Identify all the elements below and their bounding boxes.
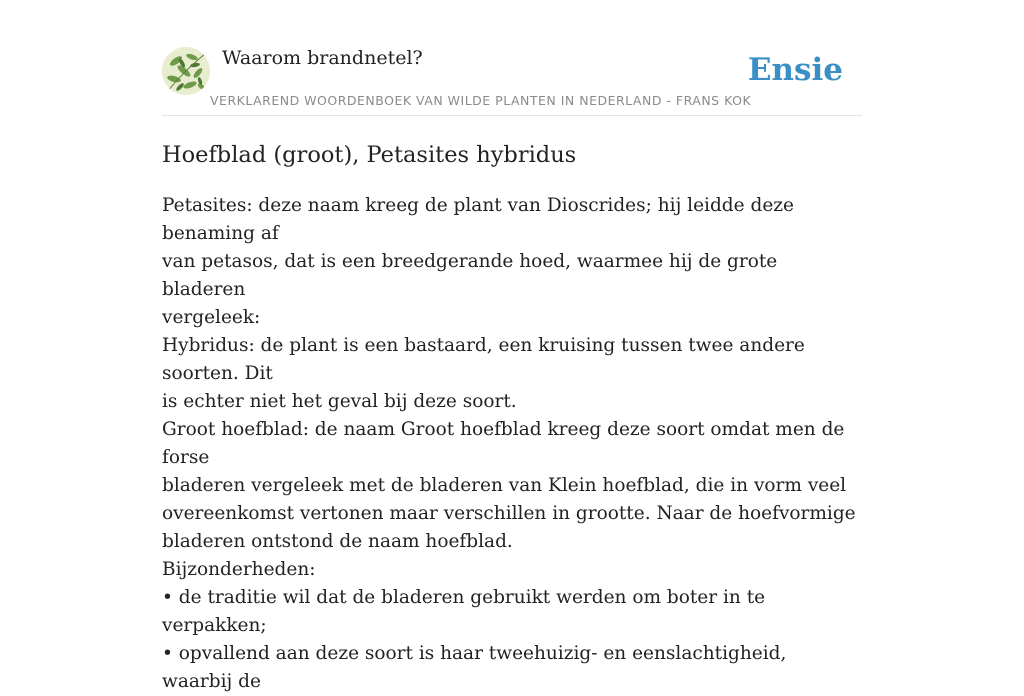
body-line: • opvallend aan deze soort is haar tweehuizig- en eenslachtigheid, waarbij de xyxy=(162,643,787,692)
body-line: Groot hoefblad: de naam Groot hoefblad kreeg deze soort omdat men de forse xyxy=(162,419,845,468)
entry-body xyxy=(162,192,862,696)
body-line: overeenkomst vertonen maar verschillen in grootte. Naar de hoefvormige xyxy=(162,503,856,524)
body-line: Petasites: deze naam kreeg de plant van Dioscrides; hij leidde deze benaming af xyxy=(162,195,794,244)
avatar[interactable] xyxy=(162,47,210,95)
body-line: bladeren ontstond de naam hoefblad. xyxy=(162,531,513,552)
brand-logo[interactable]: Ensie xyxy=(747,52,843,88)
blog-title-link[interactable]: Waarom brandnetel? xyxy=(222,47,423,69)
body-line: bladeren vergeleek met de bladeren van Klein hoefblad, die in vorm veel xyxy=(162,475,847,496)
body-line: van petasos, dat is een breedgerande hoed, waarmee hij de grote bladeren xyxy=(162,251,778,300)
dictionary-subtitle[interactable]: VERKLAREND WOORDENBOEK VAN WILDE PLANTEN IN NEDERLAND - FRANS KOK xyxy=(210,93,752,108)
body-line: vergeleek: xyxy=(162,307,261,328)
header-divider xyxy=(162,115,862,116)
body-line: Hybridus: de plant is een bastaard, een kruising tussen twee andere soorten. Dit xyxy=(162,335,805,384)
body-line: is echter niet het geval bij deze soort. xyxy=(162,391,517,412)
entry-title: Hoefblad (groot), Petasites hybridus xyxy=(162,142,577,168)
body-line: Bijzonderheden: xyxy=(162,559,316,580)
leaf-icon xyxy=(162,47,210,95)
body-line: • de traditie wil dat de bladeren gebruikt werden om boter in te verpakken; xyxy=(162,587,766,636)
